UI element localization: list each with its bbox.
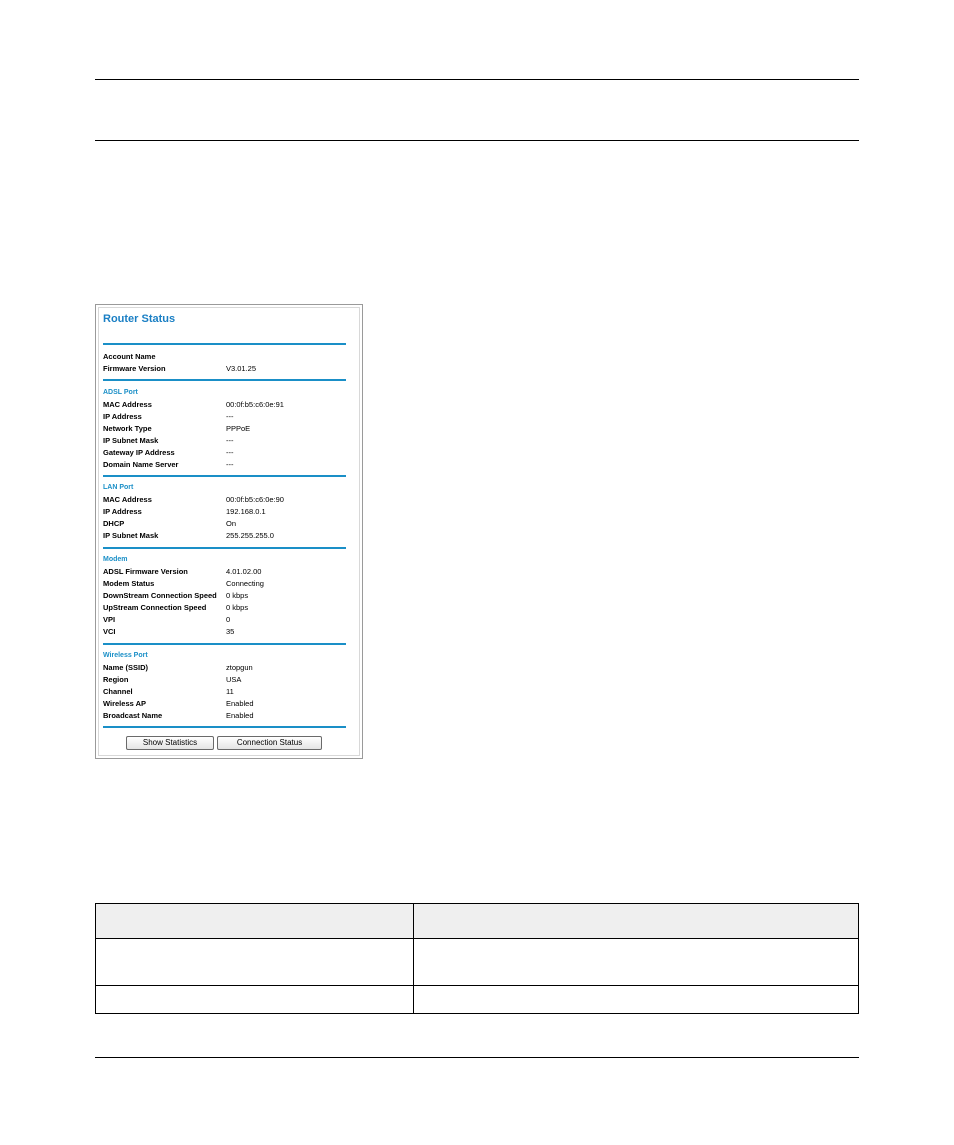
section-heading-lan-port: LAN Port bbox=[103, 484, 134, 491]
row-value: 00:0f:b5:c6:0e:90 bbox=[226, 495, 284, 504]
row-label: Channel bbox=[103, 687, 133, 696]
table-cell bbox=[96, 939, 414, 986]
row-lan-dhcp bbox=[103, 518, 346, 530]
row-adsl-gateway-ip bbox=[103, 447, 346, 459]
row-value: Connecting bbox=[226, 579, 264, 588]
section-separator bbox=[103, 547, 346, 549]
row-label: Wireless AP bbox=[103, 699, 147, 708]
row-label: IP Subnet Mask bbox=[103, 436, 159, 445]
row-lan-ip-subnet-mask bbox=[103, 530, 346, 542]
row-modem-vci bbox=[103, 626, 346, 638]
row-label: Account Name bbox=[103, 352, 156, 361]
row-value: Enabled bbox=[226, 711, 254, 720]
row-value: --- bbox=[226, 412, 234, 421]
row-label: ADSL Firmware Version bbox=[103, 567, 188, 576]
row-modem-upstream bbox=[103, 602, 346, 614]
row-label: IP Subnet Mask bbox=[103, 531, 159, 540]
row-adsl-ip-address bbox=[103, 411, 346, 423]
row-label: UpStream Connection Speed bbox=[103, 603, 207, 612]
section-heading-adsl-port: ADSL Port bbox=[103, 389, 138, 396]
row-modem-status bbox=[103, 578, 346, 590]
row-wireless-broadcast-name bbox=[103, 710, 346, 722]
title-separator bbox=[103, 343, 346, 345]
description-table bbox=[95, 903, 859, 1014]
row-value: 0 kbps bbox=[226, 603, 249, 612]
table-header-row bbox=[96, 904, 859, 939]
row-label: IP Address bbox=[103, 507, 142, 516]
row-adsl-ip-subnet-mask bbox=[103, 435, 346, 447]
table-row bbox=[96, 939, 859, 986]
footer-rule bbox=[95, 1057, 859, 1058]
row-value: 0 kbps bbox=[226, 591, 249, 600]
row-firmware-version bbox=[103, 363, 346, 375]
row-modem-firmware bbox=[103, 566, 346, 578]
row-label: Region bbox=[103, 675, 129, 684]
row-value: 192.168.0.1 bbox=[226, 507, 266, 516]
row-label: DHCP bbox=[103, 519, 125, 528]
row-wireless-ap bbox=[103, 698, 346, 710]
row-label: Network Type bbox=[103, 424, 152, 433]
section-heading-modem: Modem bbox=[103, 556, 128, 563]
row-value: 11 bbox=[226, 687, 234, 696]
row-value: V3.01.25 bbox=[226, 364, 257, 373]
section-separator bbox=[103, 379, 346, 381]
section-separator bbox=[103, 726, 346, 728]
table-cell bbox=[96, 986, 414, 1014]
row-value: PPPoE bbox=[226, 424, 251, 433]
row-value: --- bbox=[226, 460, 234, 469]
header-rule-bottom bbox=[95, 140, 859, 141]
row-label: Gateway IP Address bbox=[103, 448, 175, 457]
row-value: USA bbox=[226, 675, 242, 684]
row-label: MAC Address bbox=[103, 495, 152, 504]
table-header-cell bbox=[96, 904, 414, 939]
row-value: 0 bbox=[226, 615, 231, 624]
row-account-name bbox=[103, 351, 346, 363]
row-modem-vpi bbox=[103, 614, 346, 626]
section-heading-wireless-port: Wireless Port bbox=[103, 652, 148, 659]
row-label: VCI bbox=[103, 627, 116, 636]
row-value: Enabled bbox=[226, 699, 254, 708]
row-lan-ip-address bbox=[103, 506, 346, 518]
row-wireless-ssid bbox=[103, 662, 346, 674]
table-row bbox=[96, 986, 859, 1014]
row-label: Domain Name Server bbox=[103, 460, 179, 469]
row-label: DownStream Connection Speed bbox=[103, 591, 217, 600]
row-modem-downstream bbox=[103, 590, 346, 602]
row-label: MAC Address bbox=[103, 400, 152, 409]
table-header-cell bbox=[414, 904, 859, 939]
router-status-title: Router Status bbox=[103, 313, 176, 325]
row-value: 255.255.255.0 bbox=[226, 531, 274, 540]
row-label: IP Address bbox=[103, 412, 142, 421]
section-separator bbox=[103, 475, 346, 477]
row-value: --- bbox=[226, 436, 234, 445]
row-label: Name (SSID) bbox=[103, 663, 149, 672]
row-label: Broadcast Name bbox=[103, 711, 163, 720]
show-statistics-button[interactable]: Show Statistics bbox=[126, 736, 214, 750]
row-value: ztopgun bbox=[226, 663, 253, 672]
row-adsl-network-type bbox=[103, 423, 346, 435]
row-label: Modem Status bbox=[103, 579, 155, 588]
row-label: VPI bbox=[103, 615, 116, 624]
header-rule-top bbox=[95, 79, 859, 80]
table-cell bbox=[414, 939, 859, 986]
row-value: On bbox=[226, 519, 237, 528]
row-adsl-mac-address bbox=[103, 399, 346, 411]
row-value: 4.01.02.00 bbox=[226, 567, 262, 576]
row-value: 35 bbox=[226, 627, 235, 636]
row-value: --- bbox=[226, 448, 234, 457]
section-separator bbox=[103, 643, 346, 645]
row-label: Firmware Version bbox=[103, 364, 166, 373]
row-lan-mac-address bbox=[103, 494, 346, 506]
row-wireless-region bbox=[103, 674, 346, 686]
row-value: 00:0f:b5:c6:0e:91 bbox=[226, 400, 284, 409]
row-adsl-dns bbox=[103, 459, 346, 471]
connection-status-button[interactable]: Connection Status bbox=[217, 736, 322, 750]
table-cell bbox=[414, 986, 859, 1014]
row-wireless-channel bbox=[103, 686, 346, 698]
